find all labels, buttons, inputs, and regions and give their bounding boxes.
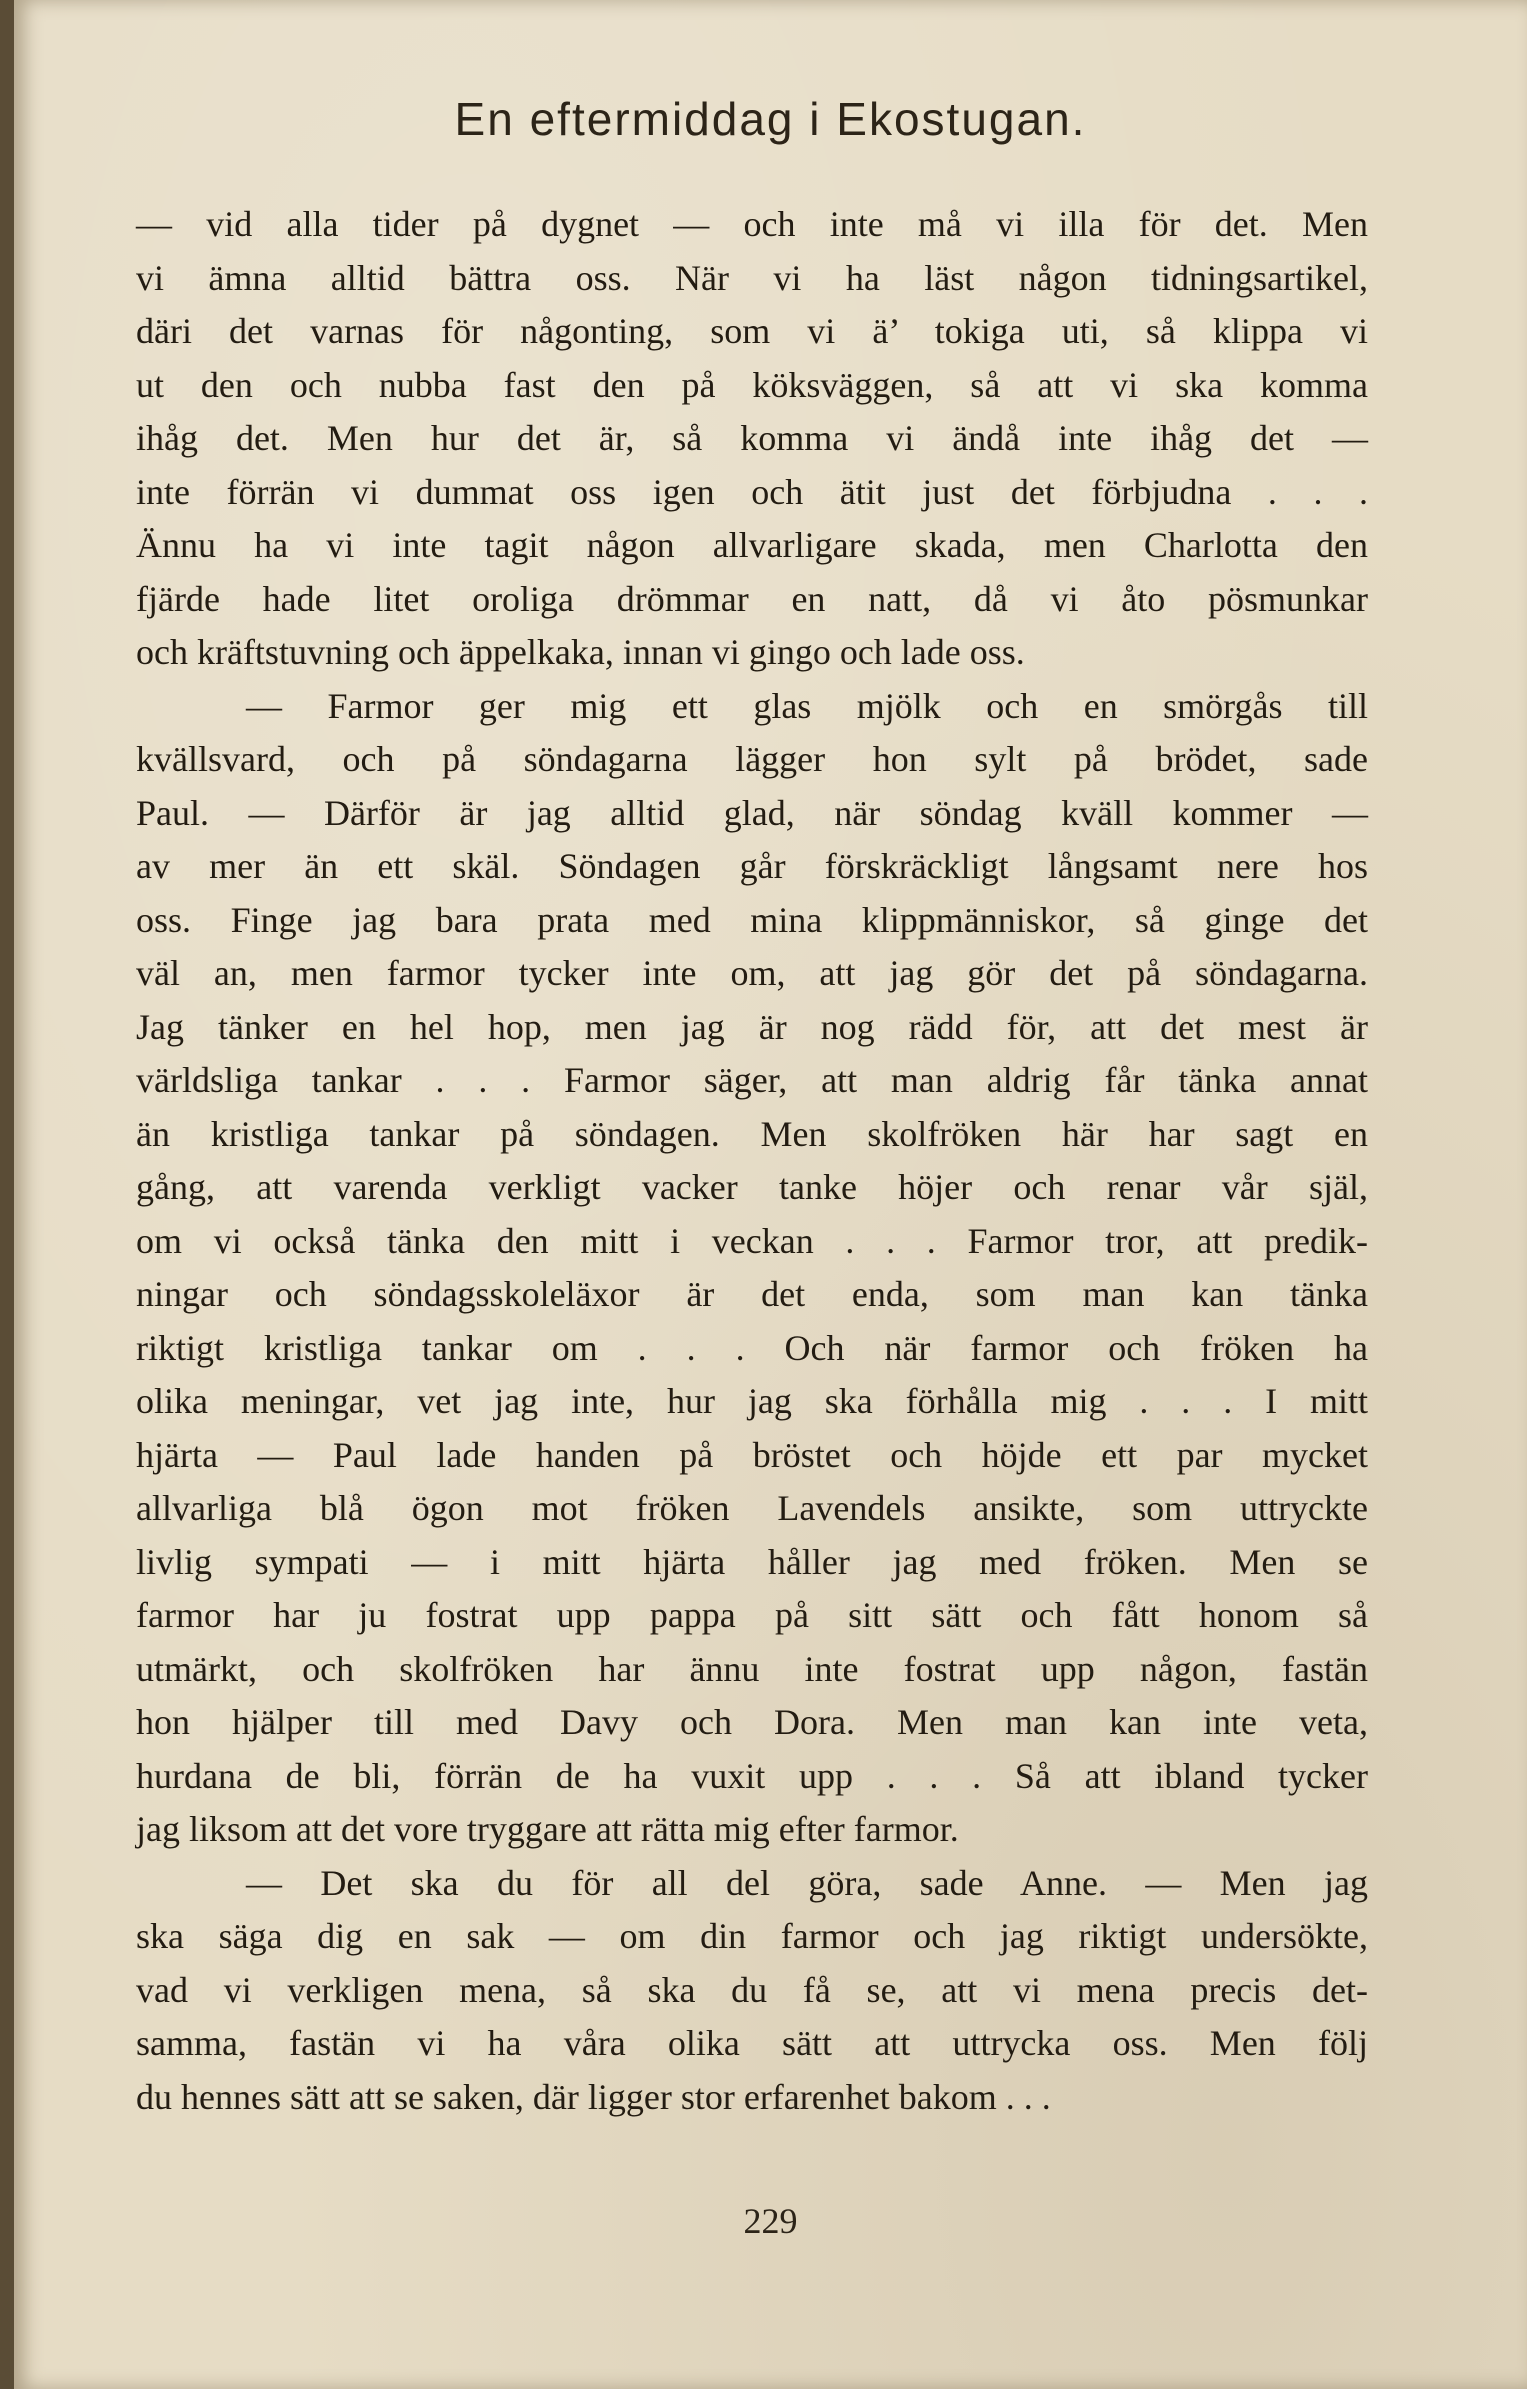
text-line: Paul. — Därför är jag alltid glad, när söndag kväll kommer — — [136, 792, 1368, 833]
text-line: världsliga tankar . . . Farmor säger, att man aldrig får tänka annat — [136, 1060, 1368, 1100]
text-line: oss. Finge jag bara prata med mina klippmänniskor, så ginge det — [136, 899, 1368, 940]
text-line: väl an, men farmor tycker inte om, att jag gör det på söndagarna. — [136, 953, 1368, 993]
text-line: du hennes sätt att se saken, där ligger stor erfarenhet bakom . . . — [136, 2076, 1051, 2117]
text-line: utmärkt, och skolfröken har ännu inte fostrat upp någon, fastän — [136, 1648, 1368, 1689]
text-line: om vi också tänka den mitt i veckan . . . Farmor tror, att predik- — [136, 1220, 1368, 1261]
text-line: och kräftstuvning och äppelkaka, innan vi gingo och lade oss. — [136, 632, 1025, 672]
text-line: hurdana de bli, förrän de ha vuxit upp . . . Så att ibland tycker — [136, 1755, 1368, 1796]
running-head: En eftermiddag i Ekostugan. — [454, 93, 1087, 145]
text-line: inte förrän vi dummat oss igen och ätit just det förbjudna . . . — [136, 471, 1368, 512]
text-line: livlig sympati — i mitt hjärta håller jag med fröken. Men se — [136, 1541, 1368, 1582]
text-line: fjärde hade litet oroliga drömmar en natt, då vi åto pösmunkar — [136, 578, 1368, 619]
text-line: — Farmor ger mig ett glas mjölk och en smörgås till — [246, 685, 1368, 726]
text-line: allvarliga blå ögon mot fröken Lavendels ansikte, som uttryckte — [136, 1488, 1368, 1528]
text-line: hon hjälper till med Davy och Dora. Men man kan inte veta, — [136, 1702, 1368, 1742]
text-line: ningar och söndagsskoleläxor är det enda, som man kan tänka — [136, 1274, 1368, 1314]
text-line: än kristliga tankar på söndagen. Men skolfröken här har sagt en — [136, 1113, 1368, 1154]
text-line: ska säga dig en sak — om din farmor och jag riktigt undersökte, — [136, 1916, 1368, 1956]
text-line: hjärta — Paul lade handen på bröstet och höjde ett par mycket — [136, 1434, 1368, 1475]
text-line: — Det ska du för all del göra, sade Anne. — Men jag — [246, 1862, 1368, 1903]
text-line: kvällsvard, och på söndagarna lägger hon sylt på brödet, sade — [136, 739, 1368, 779]
book-page — [14, 0, 1527, 2389]
text-line: — vid alla tider på dygnet — och inte må vi illa för det. Men — [136, 204, 1368, 244]
text-line: jag liksom att det vore tryggare att rätta mig efter farmor. — [136, 1809, 959, 1849]
text-line: Ännu ha vi inte tagit någon allvarligare skada, men Charlotta den — [136, 525, 1368, 565]
text-line: vi ämna alltid bättra oss. När vi ha läst någon tidningsartikel, — [136, 257, 1368, 298]
text-line: farmor har ju fostrat upp pappa på sitt sätt och fått honom så — [136, 1595, 1368, 1635]
text-line: däri det varnas för någonting, som vi ä’ tokiga uti, så klippa vi — [136, 311, 1368, 351]
text-line: riktigt kristliga tankar om . . . Och när farmor och fröken ha — [136, 1327, 1368, 1368]
text-line: gång, att varenda verkligt vacker tanke höjer och renar vår själ, — [136, 1167, 1368, 1207]
text-line: samma, fastän vi ha våra olika sätt att uttrycka oss. Men följ — [136, 2023, 1368, 2063]
text-line: Jag tänker en hel hop, men jag är nog rädd för, att det mest är — [136, 1006, 1368, 1047]
body-text — [136, 198, 1368, 2124]
text-line: olika meningar, vet jag inte, hur jag ska förhålla mig . . . I mitt — [136, 1381, 1368, 1421]
text-line: ihåg det. Men hur det är, så komma vi ändå inte ihåg det — — [136, 418, 1368, 458]
text-line: av mer än ett skäl. Söndagen går förskräckligt långsamt nere hos — [136, 846, 1368, 886]
text-line: vad vi verkligen mena, så ska du få se, att vi mena precis det- — [136, 1969, 1368, 2010]
page-number: 229 — [743, 2201, 798, 2241]
text-line: ut den och nubba fast den på köksväggen, så att vi ska komma — [136, 364, 1368, 405]
